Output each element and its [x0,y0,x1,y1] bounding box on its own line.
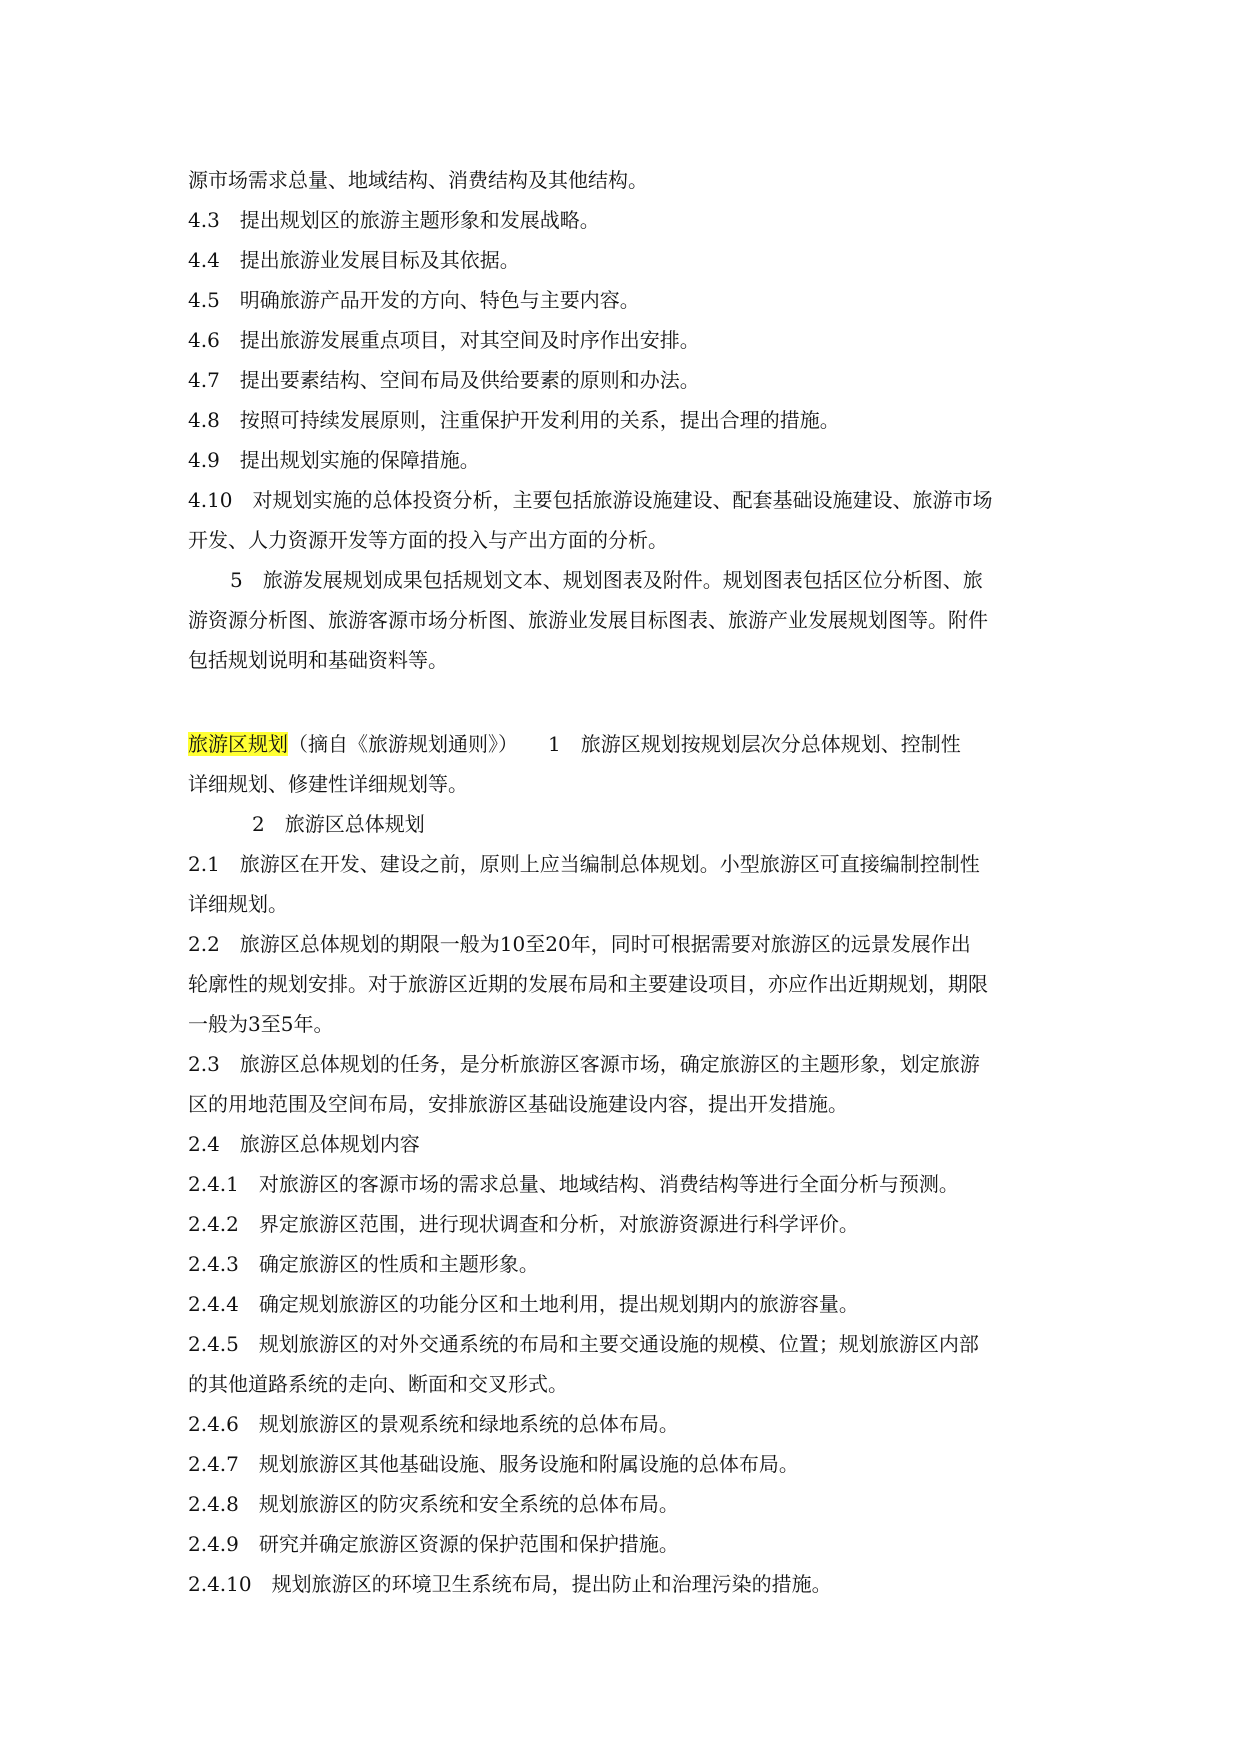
clause-5-cont: 游资源分析图、旅游客源市场分析图、旅游业发展目标图表、旅游产业发展规划图等。附件 [188,608,988,632]
clause-2-4-1: 2.4.1 对旅游区的客源市场的需求总量、地域结构、消费结构等进行全面分析与预测。 [188,1172,959,1196]
clause-2-2-cont: 轮廓性的规划安排。对于旅游区近期的发展布局和主要建设项目，亦应作出近期规划，期限 [188,972,988,996]
clause-2-4-8: 2.4.8 规划旅游区的防灾系统和安全系统的总体布局。 [188,1492,679,1516]
source-note: （摘自《旅游规划通则》） [288,732,548,756]
clause-4-10: 4.10 对规划实施的总体投资分析，主要包括旅游设施建设、配套基础设施建设、旅游市场 [188,488,993,512]
clause-2-4-2: 2.4.2 界定旅游区范围，进行现状调查和分析，对旅游资源进行科学评价。 [188,1212,859,1236]
clause-4-8: 4.8 按照可持续发展原则，注重保护开发利用的关系，提出合理的措施。 [188,408,840,432]
document-page [188,160,1064,1604]
clause-5-cont: 包括规划说明和基础资料等。 [188,648,448,672]
clause-2-4: 2.4 旅游区总体规划内容 [188,1132,420,1156]
clause-2-4-4: 2.4.4 确定规划旅游区的功能分区和土地利用，提出规划期内的旅游容量。 [188,1292,859,1316]
clause-4-7: 4.7 提出要素结构、空间布局及供给要素的原则和办法。 [188,368,700,392]
clause-2-1: 2.1 旅游区在开发、建设之前，原则上应当编制总体规划。小型旅游区可直接编制控制性 [188,852,980,876]
clause-4-5: 4.5 明确旅游产品开发的方向、特色与主要内容。 [188,288,640,312]
item-1: 1 旅游区规划按规划层次分总体规划、控制性 [548,732,961,756]
clause-2-4-5-cont: 的其他道路系统的走向、断面和交叉形式。 [188,1372,568,1396]
clause-2-3: 2.3 旅游区总体规划的任务，是分析旅游区客源市场，确定旅游区的主题形象，划定旅游 [188,1052,980,1076]
clause-4-3: 4.3 提出规划区的旅游主题形象和发展战略。 [188,208,600,232]
clause-2-4-7: 2.4.7 规划旅游区其他基础设施、服务设施和附属设施的总体布局。 [188,1452,799,1476]
clause-2-2-cont: 一般为3至5年。 [188,1012,334,1036]
text-line: 源市场需求总量、地域结构、消费结构及其他结构。 [188,168,648,192]
clause-2-2: 2.2 旅游区总体规划的期限一般为10至20年，同时可根据需要对旅游区的远景发展作出 [188,932,971,956]
clause-2-4-10: 2.4.10 规划旅游区的环境卫生系统布局，提出防止和治理污染的措施。 [188,1572,832,1596]
clause-4-6: 4.6 提出旅游发展重点项目，对其空间及时序作出安排。 [188,328,700,352]
paragraph-gap [188,680,1064,724]
clause-2-1-cont: 详细规划。 [188,892,288,916]
clause-4-9: 4.9 提出规划实施的保障措施。 [188,448,480,472]
clause-5: 5 旅游发展规划成果包括规划文本、规划图表及附件。规划图表包括区位分析图、旅 [230,568,983,592]
clause-4-10-cont: 开发、人力资源开发等方面的投入与产出方面的分析。 [188,528,668,552]
clause-2-4-6: 2.4.6 规划旅游区的景观系统和绿地系统的总体布局。 [188,1412,679,1436]
item-1-cont: 详细规划、修建性详细规划等。 [188,772,468,796]
clause-2-4-5: 2.4.5 规划旅游区的对外交通系统的布局和主要交通设施的规模、位置；规划旅游区内部 [188,1332,979,1356]
item-2: 2 旅游区总体规划 [252,812,425,836]
tourism-zone-heading-line [188,724,1064,764]
clause-2-3-cont: 区的用地范围及空间布局，安排旅游区基础设施建设内容，提出开发措施。 [188,1092,848,1116]
clause-2-4-3: 2.4.3 确定旅游区的性质和主题形象。 [188,1252,539,1276]
clause-4-4: 4.4 提出旅游业发展目标及其依据。 [188,248,520,272]
highlighted-heading: 旅游区规划 [188,732,288,756]
clause-2-4-9: 2.4.9 研究并确定旅游区资源的保护范围和保护措施。 [188,1532,679,1556]
